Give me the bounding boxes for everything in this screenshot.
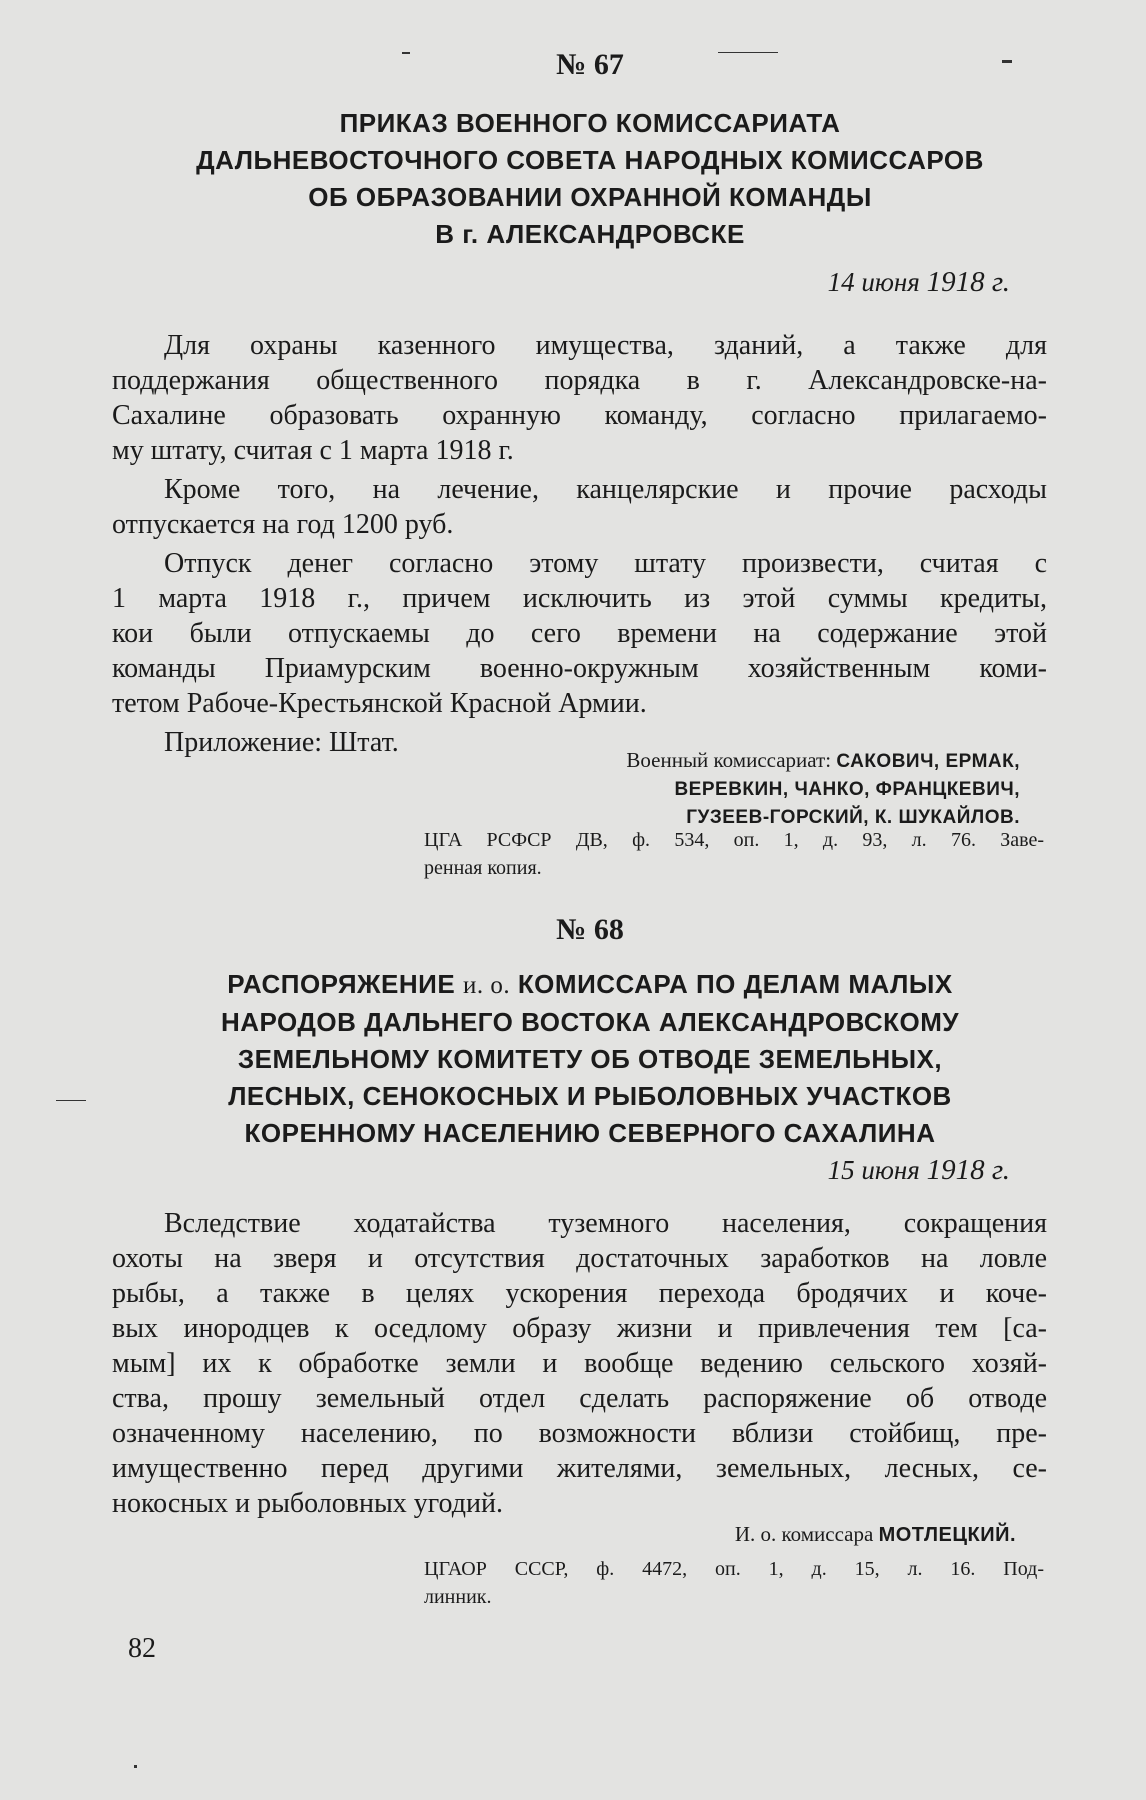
- page-number: 82: [128, 1633, 156, 1664]
- body-line: Для охраны казенного имущества, зданий, а также для: [164, 330, 1047, 361]
- doc68-title-line: КОРЕННОМУ НАСЕЛЕНИЮ СЕВЕРНОГО САХАЛИНА: [244, 1118, 936, 1148]
- body-line: му штату, считая с 1 марта 1918 г.: [112, 435, 514, 466]
- scan-mark: [134, 1765, 137, 1768]
- body-line: ства, прошу земельный отдел сделать распоряжение об отводе: [112, 1383, 1047, 1414]
- signature-names: ВЕРЕВКИН, ЧАНКО, ФРАНЦКЕВИЧ,: [674, 779, 1020, 800]
- doc67-title-line: ОБ ОБРАЗОВАНИИ ОХРАННОЙ КОМАНДЫ: [308, 182, 872, 212]
- doc68-title-line: НАРОДОВ ДАЛЬНЕГО ВОСТОКА АЛЕКСАНДРОВСКОМУ: [220, 1007, 960, 1037]
- doc67-title-line: [100, 216, 1080, 253]
- doc68-title-word: РАСПОРЯЖЕНИЕ: [227, 969, 456, 999]
- body-line: 1 марта 1918 г., причем исключить из этой суммы кредиты,: [112, 583, 1047, 614]
- body-line: тетом Рабоче-Крестьянской Красной Армии.: [112, 688, 647, 719]
- body-line: Сахалине образовать охранную команду, согласно прилагаемо-: [112, 400, 1047, 431]
- doc67-title-city: АЛЕКСАНДРОВСКЕ: [486, 219, 745, 249]
- doc68-signer: [735, 1522, 1016, 1547]
- body-line: Отпуск денег согласно этому штату произвести, считая с: [164, 548, 1047, 579]
- signature-names: САКОВИЧ, ЕРМАК,: [836, 751, 1020, 772]
- body-line: мым] их к обработке земли и вообще ведению сельского хозяй-: [112, 1348, 1047, 1379]
- doc67-title-line: ДАЛЬНЕВОСТОЧНОГО СОВЕТА НАРОДНЫХ КОМИССАРОВ: [196, 145, 984, 175]
- signer-label: И. о. комиссара: [734, 1522, 874, 1546]
- doc68-date-year: 1918 г.: [926, 1154, 1010, 1186]
- body-line: рыбы, а также в целях ускорения перехода бродячих и коче-: [112, 1278, 1047, 1309]
- body-line: имущественно перед другими жителями, земельных, лесных, се-: [112, 1453, 1047, 1484]
- body-line: нокосных и рыболовных угодий.: [112, 1488, 503, 1519]
- doc68-body: [112, 1206, 1047, 1521]
- signature-names: ГУЗЕЕВ-ГОРСКИЙ, К. ШУКАЙЛОВ.: [686, 807, 1020, 828]
- doc67-date-year: 1918 г.: [926, 266, 1010, 298]
- signer-name: МОТЛЕЦКИЙ.: [878, 1524, 1016, 1546]
- doc68-date: [828, 1154, 1010, 1187]
- doc68-title-abbrev: и. о.: [462, 972, 511, 999]
- doc68-archive-ref: [424, 1555, 1044, 1611]
- body-line: Вследствие ходатайства туземного населения, сокращения: [164, 1208, 1047, 1239]
- doc68-date-day: 15 июня: [827, 1155, 920, 1185]
- body-line: команды Приамурским военно-окружным хозяйственным коми-: [112, 653, 1047, 684]
- body-line: Приложение: Штат.: [164, 727, 399, 758]
- body-line: кои были отпускаемы до сего времени на содержание этой: [112, 618, 1047, 649]
- body-line: поддержания общественного порядка в г. Александровске-на-: [112, 365, 1047, 396]
- doc68-number: № 68: [556, 913, 624, 946]
- doc67-archive-ref: [424, 826, 1044, 882]
- body-line: вых инородцев к оседлому образу жизни и привлечения тем [са-: [112, 1313, 1047, 1344]
- doc67-title: [100, 105, 1080, 253]
- body-line: отпускается на год 1200 руб.: [112, 509, 454, 540]
- doc67-date-day: 14 июня: [827, 267, 920, 297]
- doc67-title-city-prefix: В г.: [435, 219, 479, 249]
- archive-line: линник.: [424, 1586, 492, 1608]
- body-line: охоты на зверя и отсутствия достаточных заработков на ловле: [112, 1243, 1047, 1274]
- body-line: означенному населению, по возможности вблизи стойбищ, пре-: [112, 1418, 1047, 1449]
- archive-line: ренная копия.: [424, 857, 542, 879]
- signature-label: Военный комиссариат:: [626, 748, 832, 772]
- archive-line: ЦГАОР СССР, ф. 4472, оп. 1, д. 15, л. 16. Под-: [424, 1558, 1044, 1580]
- scan-mark: [56, 1100, 86, 1101]
- archive-line: ЦГА РСФСР ДВ, ф. 534, оп. 1, д. 93, л. 76. Заве-: [424, 829, 1044, 851]
- signature-line: [340, 746, 1020, 776]
- doc68-title-line: ЛЕСНЫХ, СЕНОКОСНЫХ И РЫБОЛОВНЫХ УЧАСТКОВ: [228, 1081, 952, 1111]
- doc68-title-line: ЗЕМЕЛЬНОМУ КОМИТЕТУ ОБ ОТВОДЕ ЗЕМЕЛЬНЫХ,: [237, 1044, 943, 1074]
- doc68-title-rest: КОМИССАРА ПО ДЕЛАМ МАЛЫХ: [517, 969, 953, 999]
- doc67-title-line: ПРИКАЗ ВОЕННОГО КОМИССАРИАТА: [339, 108, 841, 138]
- body-line: Кроме того, на лечение, канцелярские и прочие расходы: [164, 474, 1047, 505]
- doc67-signatures: [340, 746, 1020, 832]
- doc68-title: [100, 966, 1080, 1152]
- doc67-number: № 67: [556, 48, 624, 81]
- doc68-title-line: [100, 966, 1080, 1004]
- doc67-date: [828, 266, 1010, 299]
- doc67-body: [112, 328, 1047, 760]
